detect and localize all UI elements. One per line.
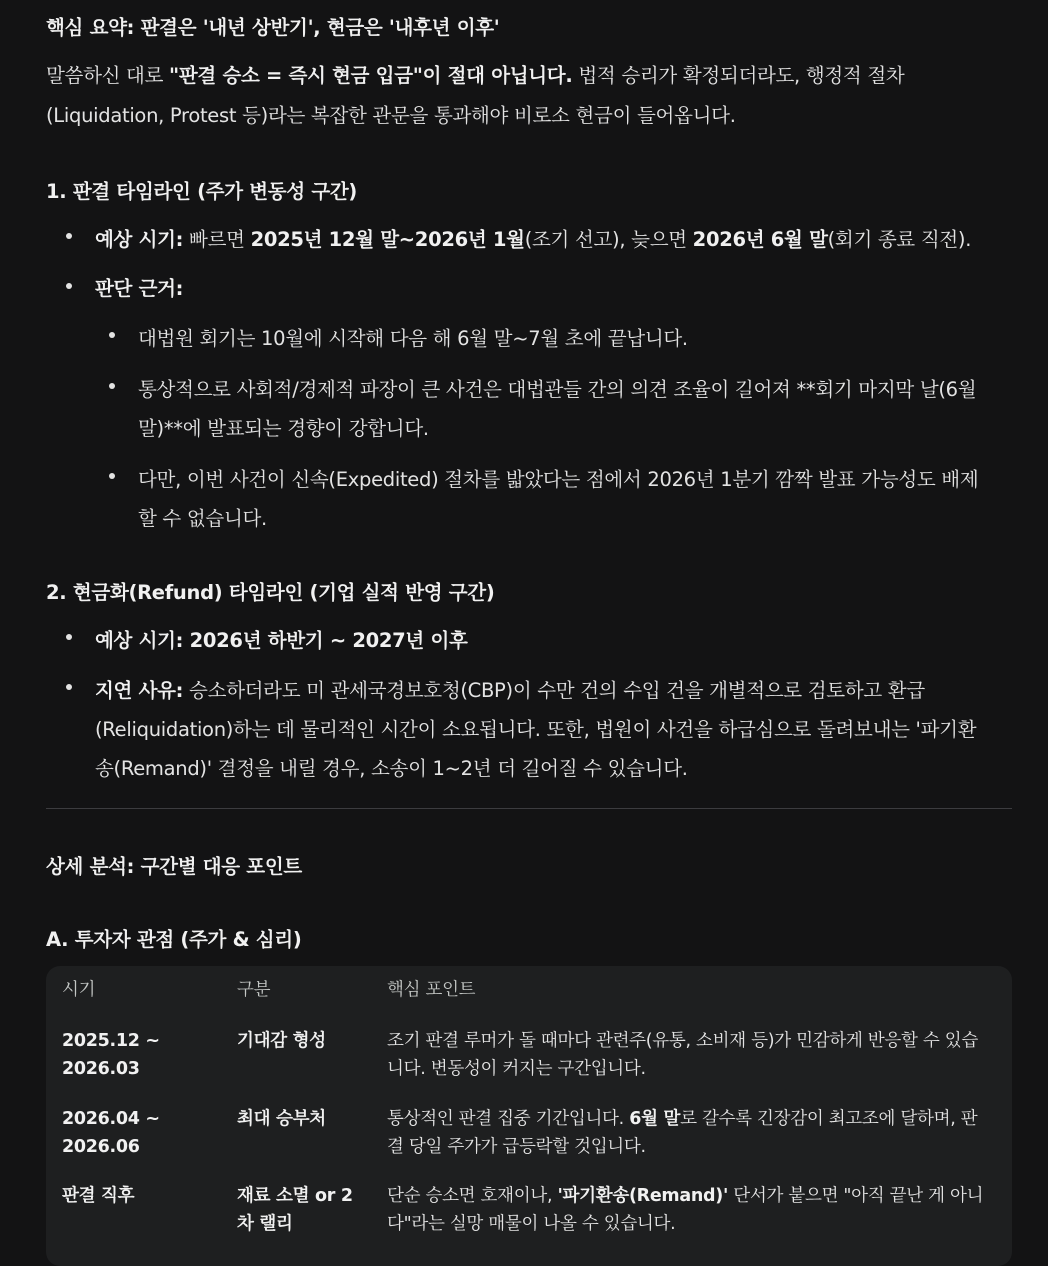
table-row-point bbox=[387, 1182, 995, 1238]
point-text: 조기 판결 루머가 돌 때마다 관련주(유통, 소비재 등)가 민감하게 반응할 수 있습 bbox=[387, 1031, 978, 1051]
table-row-type bbox=[237, 1182, 367, 1238]
point-text-part: 단순 승소면 호재이나, bbox=[387, 1186, 558, 1206]
bullet-dot bbox=[109, 332, 115, 338]
bullet-text: (조기 선고), 늦으면 bbox=[524, 228, 693, 251]
period-text: 2026.04 ~ bbox=[62, 1109, 160, 1129]
table-row-type bbox=[237, 1105, 367, 1133]
summary-emphasis: "판결 승소 = 즉시 현금 입금"이 절대 아닙니다. bbox=[169, 64, 573, 87]
summary-text: 법적 승리가 확정되더라도, 행정적 절차 bbox=[572, 64, 905, 87]
point-text: 니다. 변동성이 커지는 구간입니다. bbox=[387, 1059, 646, 1079]
table-header-type: 구분 bbox=[237, 980, 271, 1000]
point-text-part: 로 갈수록 긴장감이 최고조에 달하며, 판 bbox=[680, 1109, 978, 1129]
table-row-period bbox=[62, 1182, 212, 1210]
basis-sub-item-continued: 말)**에 발표되는 경향이 강합니다. bbox=[138, 417, 429, 440]
bullet-dot bbox=[66, 283, 72, 289]
point-text-part: 통상적인 판결 집중 기간입니다. bbox=[387, 1109, 630, 1129]
summary-text: 말씀하신 대로 bbox=[46, 64, 170, 87]
bullet-dot bbox=[66, 233, 72, 239]
point-text bbox=[387, 1182, 995, 1210]
section2-delay-bullet-continued: 송(Remand)' 결정을 내릴 경우, 소송이 1~2년 더 길어질 수 있습니다. bbox=[95, 757, 688, 780]
section2-delay-bullet-continued: (Reliquidation)하는 데 물리적인 시간이 소요됩니다. 또한, 법원이 사건을 하급심으로 돌려보내는 '파기환 bbox=[95, 718, 977, 741]
investor-table bbox=[46, 966, 1012, 1266]
period-text: 2025.12 ~ bbox=[62, 1031, 160, 1051]
bullet-text: 빠르면 bbox=[183, 228, 251, 251]
section1-heading: 1. 판결 타임라인 (주가 변동성 구간) bbox=[46, 180, 358, 203]
basis-sub-item: 통상적으로 사회적/경제적 파장이 큰 사건은 대법관들 간의 의견 조율이 길어져 **회기 마지막 날(6월 bbox=[138, 378, 977, 401]
section2-heading: 2. 현금화(Refund) 타임라인 (기업 실적 반영 구간) bbox=[46, 581, 495, 604]
point-emphasis: 6월 말 bbox=[629, 1109, 681, 1129]
bullet-label: 지연 사유: bbox=[95, 679, 184, 702]
section2-timing-bullet: 예상 시기: 2026년 하반기 ~ 2027년 이후 bbox=[95, 629, 468, 652]
bullet-emphasis: 2025년 12월 말~2026년 1월 bbox=[250, 228, 525, 251]
type-text: 기대감 형성 bbox=[237, 1031, 326, 1051]
table-header-point: 핵심 포인트 bbox=[387, 980, 476, 1000]
bullet-text: (회기 종료 직전). bbox=[827, 228, 972, 251]
basis-sub-item: 다만, 이번 사건이 신속(Expedited) 절차를 밟았다는 점에서 2026년 1분기 깜짝 발표 가능성도 배제 bbox=[138, 468, 979, 491]
detail-heading: 상세 분석: 구간별 대응 포인트 bbox=[46, 855, 302, 878]
section2-delay-bullet bbox=[95, 675, 925, 703]
period-text: 2026.03 bbox=[62, 1059, 140, 1079]
table-header-period: 시기 bbox=[62, 980, 96, 1000]
type-text: 최대 승부처 bbox=[237, 1109, 326, 1129]
section-divider bbox=[46, 808, 1012, 809]
detail-subheading: A. 투자자 관점 (주가 & 심리) bbox=[46, 928, 302, 951]
bullet-emphasis: 2026년 6월 말 bbox=[692, 228, 828, 251]
table-row-point bbox=[387, 1105, 995, 1161]
basis-sub-item: 대법원 회기는 10월에 시작해 다음 해 6월 말~7월 초에 끝납니다. bbox=[138, 327, 688, 350]
section1-timing-bullet bbox=[95, 224, 971, 252]
bullet-dot bbox=[66, 634, 72, 640]
bullet-label: 예상 시기: bbox=[95, 228, 184, 251]
basis-sub-item-continued: 할 수 없습니다. bbox=[138, 507, 267, 530]
point-text-part: 단서가 붙으면 "아직 끝난 게 아니 bbox=[728, 1186, 984, 1206]
table-row-point bbox=[387, 1027, 995, 1083]
summary-paragraph-line1 bbox=[46, 60, 904, 88]
point-text: 결 당일 주가가 급등락할 것입니다. bbox=[387, 1137, 646, 1157]
bullet-text: 승소하더라도 미 관세국경보호청(CBP)이 수만 건의 수입 건을 개별적으로 검토하고 환급 bbox=[183, 679, 925, 702]
table-row-period bbox=[62, 1027, 212, 1083]
point-text: 다"라는 실망 매물이 나올 수 있습니다. bbox=[387, 1214, 676, 1234]
period-text: 판결 직후 bbox=[62, 1186, 135, 1206]
section1-basis-bullet: 판단 근거: bbox=[95, 277, 184, 300]
table-row-type bbox=[237, 1027, 367, 1055]
bullet-dot bbox=[109, 473, 115, 479]
period-text: 2026.06 bbox=[62, 1137, 140, 1157]
summary-heading: 핵심 요약: 판결은 '내년 상반기', 현금은 '내후년 이후' bbox=[46, 16, 500, 39]
type-text: 재료 소멸 or 2 bbox=[237, 1186, 353, 1206]
table-row-period bbox=[62, 1105, 212, 1161]
bullet-dot bbox=[109, 383, 115, 389]
bullet-dot bbox=[66, 684, 72, 690]
point-text bbox=[387, 1105, 995, 1133]
point-emphasis: '파기환송(Remand)' bbox=[557, 1186, 729, 1206]
type-text: 차 랠리 bbox=[237, 1214, 293, 1234]
summary-paragraph-line2: (Liquidation, Protest 등)라는 복잡한 관문을 통과해야 비로소 현금이 들어옵니다. bbox=[46, 104, 736, 127]
